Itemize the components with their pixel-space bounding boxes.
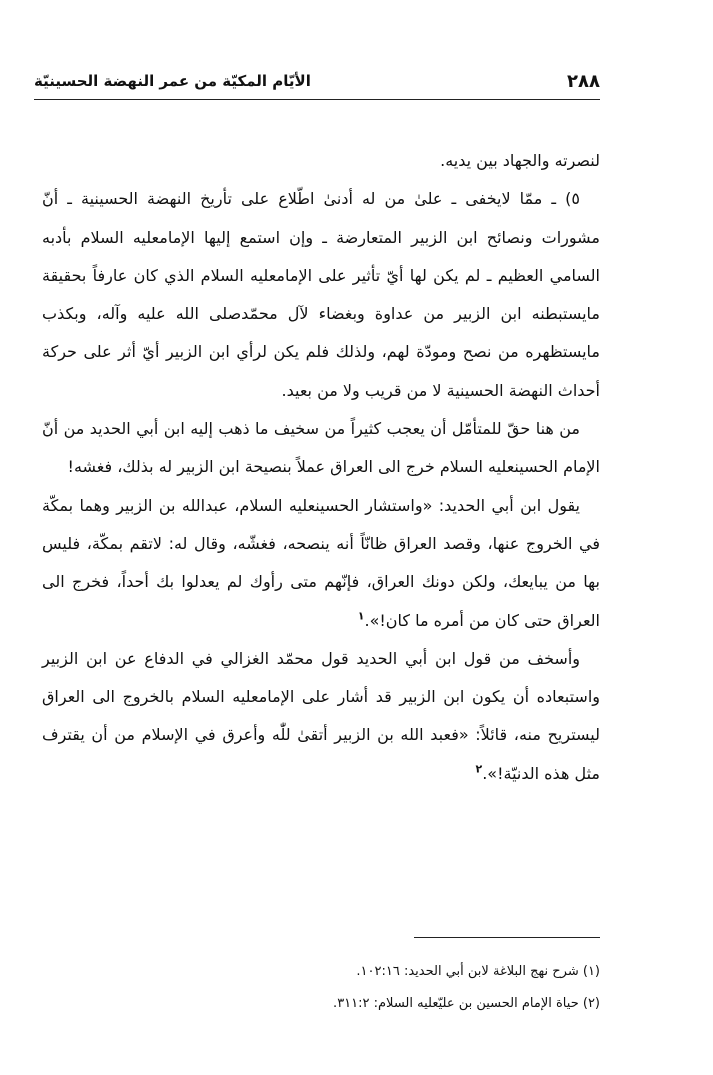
- footnote-marker[interactable]: ٢: [475, 762, 483, 776]
- running-title: الأيّام المكيّة من عمر النهضة الحسينيّة: [34, 72, 311, 90]
- paragraph-text: وأسخف من قول ابن أبي الحديد قول محمّد الغزالي في الدفاع عن ابن الزبير واستبعاده أن يكون ابن الزبير قد أشار على الإمامعليه السلام بالخروج الى العراق ليستريح منه، قائلاً: «فعبد الله بن الزبير أتقىٰ للّٰه وأعرق في الإسلام من أن يقترف مثل هذه الدنيّة!».: [42, 648, 600, 783]
- paragraph: [42, 640, 600, 793]
- footnote: (٢) حياة الإمام الحسين بن عليّعليه السلام: ٣١١:٢.: [333, 996, 600, 1011]
- paragraph: لنصرته والجهاد بين يديه.: [440, 151, 600, 170]
- footnote-marker[interactable]: ١: [357, 609, 365, 623]
- body-text: [42, 142, 600, 793]
- paragraph-text: يقول ابن أبي الحديد: «واستشار الحسينعليه السلام، عبدالله بن الزبير وهما بمكّة في الخروج عنها، وقصد العراق ظانّاً أنه ينصحه، فغشّه، وقال له: لاتقم بمكّة، فليس بها من يبايعك، ولكن دونك العراق، فإنّهم متى رأوك لم يعدلوا بك أحداً، فخرج الى العراق حتى كان من أمره ما كان!».: [42, 495, 600, 630]
- paragraph: [42, 487, 600, 640]
- page-header: [34, 64, 600, 98]
- header-rule: [34, 99, 600, 100]
- footnote-divider: [414, 937, 600, 938]
- page-number: ٢٨٨: [567, 70, 600, 92]
- paragraph: من هنا حقّ للمتأمّل أن يعجب كثيراً من سخيف ما ذهب إليه ابن أبي الحديد من أنّ الإمام الحسينعليه السلام خرج الى العراق عملاً بنصيحة ابن الزبير له بذلك، فغشه!: [42, 419, 600, 477]
- footnote: (١) شرح نهج البلاغة لابن أبي الحديد: ١٠٢:١٦.: [356, 964, 600, 979]
- paragraph: ٥) ـ ممّا لايخفى ـ علىٰ من له أدنىٰ اطّلاع على تأريخ النهضة الحسينية ـ أنّ مشورات ونصائح ابن الزبير المتعارضة ـ وإن استمع إليها الإمامعليه السلام بأدبه السامي العظيم ـ لم يكن لها أيّ تأثير على الإمامعليه السلام الذي كان عارفاً بحقيقة مايستبطنه ابن الزبير من عداوة وبغضاء لآل محمّدصلى الله عليه وآله، وبكذب مايستظهره من نصح ومودّة لهم، ولذلك فلم يكن لرأي ابن الزبير أيّ أثر على حركة أحداث النهضة الحسينية لا من قريب ولا من بعيد.: [42, 189, 600, 400]
- footnotes: [42, 956, 600, 1020]
